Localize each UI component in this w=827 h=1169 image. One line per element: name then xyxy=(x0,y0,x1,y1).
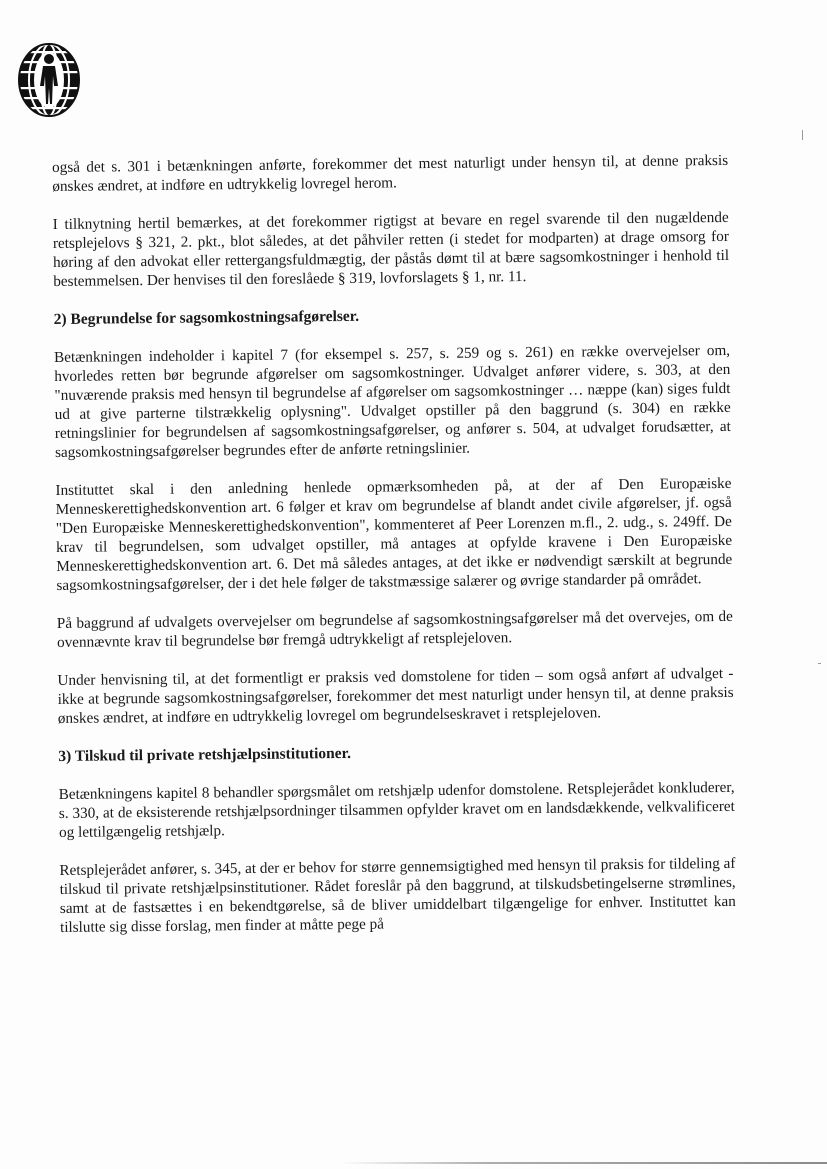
paragraph-8: Retsplejerådet anfører, s. 345, at der er behov for større gennemsigtighed med hensyn til praksis for tildeling af tilskud til private retshjælpsinstitutioner. Rådet foreslår på den baggrund, at tilskudsbetingelserne strømlines, samt at de fastsættes i en bekendtgørelse, så de bliver umiddelbart tilgængelige for enhver. Instituttet kan tilslutte sig disse forslag, men finder at måtte pege på xyxy=(59,854,736,936)
document-body xyxy=(52,151,736,937)
paragraph-6: Under henvisning til, at det formentligt er praksis ved domstolene for tiden – som også anført af udvalget - ikke at begrunde sagsomkostningsafgørelser, forekommer det mest naturligt under hensyn til, at denne praksis ønskes ændret, at indføre en udtrykkelig lovregel om begrundelseskravet i retsplejeloven. xyxy=(57,664,734,727)
scan-mark xyxy=(818,663,821,664)
paragraph-4: Instituttet skal i den anledning henlede opmærksomheden på, at der af Den Europæiske Menneskerettighedskonvention art. 6 følger et krav om begrundelse af blandt andet civile afgørelser, jf. også "Den Europæiske Menneskerettighedskonvention", kommenteret af Peer Lorenzen m.fl., 2. udg., s. 249ff. De krav til begrundelsen, som udvalget opstiller, må antages at opfylde kravene i Den Europæiske Menneskerettighedskonvention art. 6. Det må således antages, at det ikke er nødvendigt særskilt at begrunde sagsomkostningsafgørelser, der i det hele følger de takstmæssige salærer og øvrige standarder på området. xyxy=(55,474,733,594)
paragraph-1: også det s. 301 i betænkningen anførte, forekommer det mest naturligt under hensyn til, at denne praksis ønskes ændret, at indføre en udtrykkelig lovregel herom. xyxy=(52,151,729,195)
paragraph-3: Betænkningen indeholder i kapitel 7 (for eksempel s. 257, s. 259 og s. 261) en række overvejelser om, hvorledes retten bør begrunde afgørelser om sagsomkostninger. Udvalget anfører videre, s. 303, at den "nuværende praksis med hensyn til begrundelse af afgørelser om sagsomkostninger … næppe (kan) siges fuldt ud at give parterne tilstrækkelig oplysning". Udvalget opstiller på den baggrund (s. 304) en række retningslinier for begrundelsen af sagsomkostningsafgørelser, og anfører s. 504, at udvalget forudsætter, at sagsomkostningsafgørelser begrundes efter de anførte retningslinier. xyxy=(54,341,731,461)
section-heading-3: 3) Tilskud til private retshjælpsinstitutioner. xyxy=(58,744,352,765)
paragraph-2: I tilknytning hertil bemærkes, at det forekommer rigtigst at bevare en regel svarende til den nugældende retsplejelovs § 321, 2. pkt., blot således, at det påhviler retten (i stedet for modparten) at drage omsorg for høring af den advokat eller rettergangsfuldmægtig, der påstås dømt til at bære sagsomkostninger i henhold til bestemmelsen. Der henvises til den foreslåede § 319, lovforslagets § 1, nr. 11. xyxy=(52,208,730,290)
scan-edge-line xyxy=(340,1162,827,1164)
paragraph-7: Betænkningens kapitel 8 behandler spørgsmålet om retshjælp udenfor domstolene. Retsplejerådet konkluderer, s. 330, at de eksisterende retshjælpsordninger tilsammen opfylder kravet om en landsdækkende, velkvalificeret og lettilgængelig retshjælp. xyxy=(58,778,735,841)
paragraph-5: På baggrund af udvalgets overvejelser om begrundelse af sagsomkostningsafgørelser må det overvejes, om de ovennævnte krav til begrundelse bør fremgå udtrykkeligt af retsplejeloven. xyxy=(56,607,733,651)
institute-logo-icon xyxy=(17,42,81,118)
scan-mark xyxy=(802,130,803,140)
section-heading-2: 2) Begrundelse for sagsomkostningsafgørelser. xyxy=(53,307,360,328)
